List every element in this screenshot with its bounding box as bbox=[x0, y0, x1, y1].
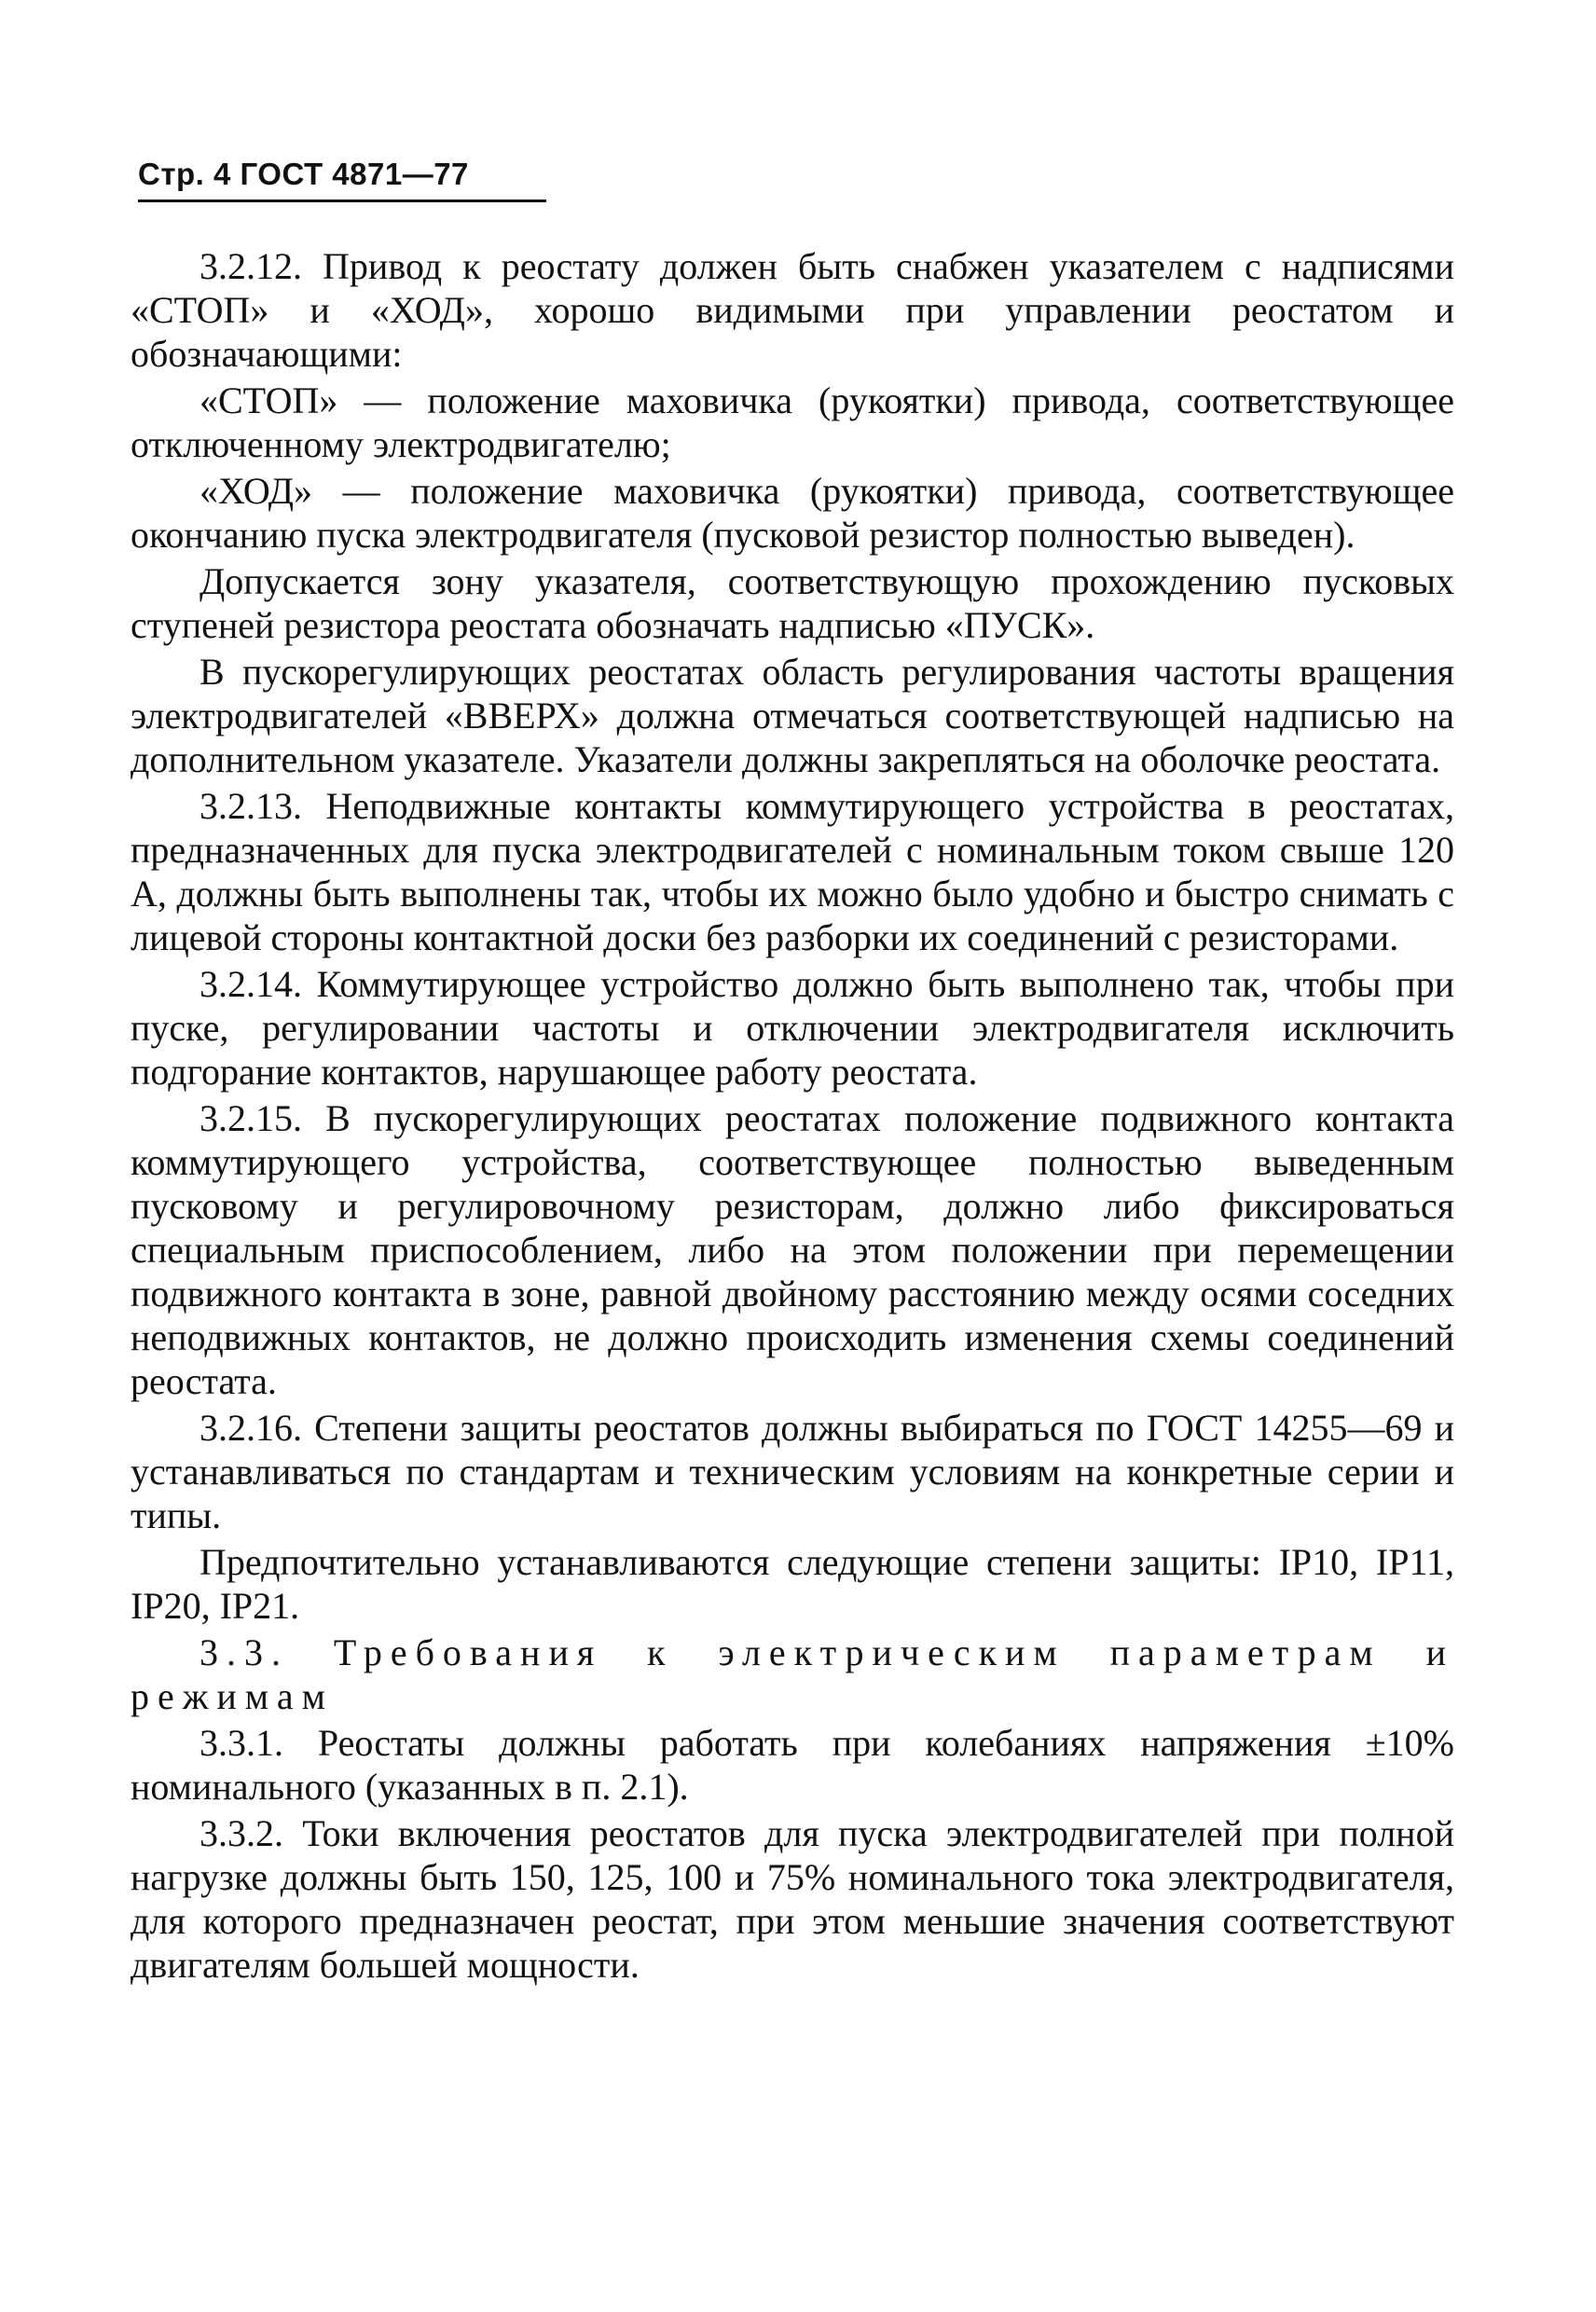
paragraph-3-3-1: 3.3.1. Реостаты должны работать при колебаниях напряжения ±10% номинального (указанных в п. 2.1). bbox=[131, 1722, 1454, 1808]
paragraph-pusk: Допускается зону указателя, соответствующую прохождению пусковых ступеней резистора реостата обозначать надписью «ПУСК». bbox=[131, 560, 1454, 646]
header-rule bbox=[138, 200, 546, 202]
paragraph-3-2-16: 3.2.16. Степени защиты реостатов должны выбираться по ГОСТ 14255—69 и устанавливаться по стандартам и техническим условиям на конкретные серии и типы. bbox=[131, 1407, 1454, 1536]
paragraph-3-2-14: 3.2.14. Коммутирующее устройство должно быть выполнено так, чтобы при пуске, регулировании частоты и отключении электродвигателя исключить подгорание контактов, нарушающее работу реостата. bbox=[131, 963, 1454, 1093]
paragraph-protection-degrees: Предпочтительно устанавливаются следующие степени защиты: IP10, IP11, IP20, IP21. bbox=[131, 1541, 1454, 1627]
paragraph-3-2-15: 3.2.15. В пускорегулирующих реостатах положение подвижного контакта коммутирующего устройства, соответствующее полностью выведенным пусковому и регулировочному резисторам, должно либо фиксироваться специальным приспособлением, либо на этом положении при перемещении подвижного контакта в зоне, равной двойному расстоянию между осями соседних неподвижных контактов, не должно происходить изменения схемы соединений реостата. bbox=[131, 1097, 1454, 1402]
paragraph-vverh: В пускорегулирующих реостатах область регулирования частоты вращения электродвигателей «ВВЕРХ» должна отмечаться соответствующей надписью на дополнительном указателе. Указатели должны закрепляться на оболочке реостата. bbox=[131, 651, 1454, 780]
document-body bbox=[131, 244, 1454, 1989]
paragraph-hod: «ХОД» — положение маховичка (рукоятки) привода, соответствующее окончанию пуска электродвигателя (пусковой резистор полностью выведен). bbox=[131, 470, 1454, 556]
section-heading-3-3: 3.3. Требования к электрическим параметрам и режимам bbox=[131, 1631, 1454, 1717]
paragraph-stop: «СТОП» — положение маховичка (рукоятки) привода, соответствующее отключенному электродвигателю; bbox=[131, 379, 1454, 465]
paragraph-3-2-13: 3.2.13. Неподвижные контакты коммутирующего устройства в реостатах, предназначенных для пуска электродвигателей с номинальным током свыше 120 А, должны быть выполнены так, чтобы их можно было удобно и быстро снимать с лицевой стороны контактной доски без разборки их соединений с резисторами. bbox=[131, 785, 1454, 958]
paragraph-3-3-2: 3.3.2. Токи включения реостатов для пуска электродвигателей при полной нагрузке должны быть 150, 125, 100 и 75% номинального тока электродвигателя, для которого предназначен реостат, при этом меньшие значения соответствуют двигателям большей мощности. bbox=[131, 1812, 1454, 1986]
paragraph-3-2-12: 3.2.12. Привод к реостату должен быть снабжен указателем с надписями «СТОП» и «ХОД», хорошо видимыми при управлении реостатом и обозначающими: bbox=[131, 245, 1454, 375]
page-header: Стр. 4 ГОСТ 4871—77 bbox=[138, 157, 469, 191]
